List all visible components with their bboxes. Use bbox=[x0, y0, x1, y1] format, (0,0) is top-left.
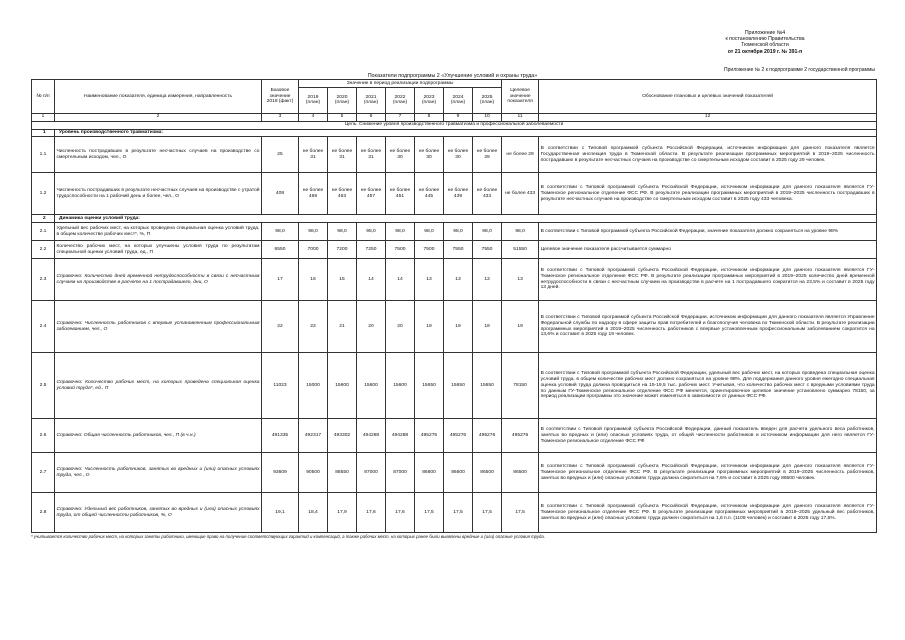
column-numbers-row bbox=[32, 113, 877, 121]
rationale-text: В соответствии с Типовой программой субъекта Российской Федерации, значение показателя должно сохраняться на уровне 98% bbox=[539, 223, 877, 241]
base-value: 22 bbox=[262, 301, 299, 353]
rationale-text: В соответствии с Типовой программой субъекта Российской Федерации, удельный вес рабочих мест, на которых проведена специальная оценка условий труда, в общем количестве рабочих мест должно сохраняться на уровне 98%. Для поддержания данного уровня ежегодно специальная оценка условий труда должна проводиться на 15-19,5 тыс. рабочих мест. Учитывая, что количество рабочих мест с вредными условиями труда по данным ГУ-Тюменское региональное отделение ФСС РФ меняется, ориентировочное целевое значение установлено суммарно 78150, за период реализации программы это значение может изменяться в зависимости от данных ФСС РФ. bbox=[539, 353, 877, 419]
value-2019: 98,0 bbox=[299, 223, 328, 241]
base-value: 93609 bbox=[262, 453, 299, 493]
table-title: Показатели подпрограммы 2 «Улучшение условий и охраны труда» bbox=[367, 73, 538, 79]
value-2023: 19 bbox=[415, 301, 444, 353]
section-number: 1 bbox=[32, 129, 55, 137]
goal-text: Цель. Снижение уровня производственного травматизма и профессиональной заболеваемости bbox=[32, 121, 877, 129]
indicator-name: Справочно: Численность работников, занятых во вредных и (или) опасных условиях труда, чел., О bbox=[55, 453, 262, 493]
value-2020: 88550 bbox=[328, 453, 357, 493]
value-2020: не более 463 bbox=[328, 173, 357, 215]
target-value: 17,5 bbox=[502, 493, 539, 533]
col-number: 3 bbox=[262, 113, 299, 121]
row-number: 2.1 bbox=[32, 223, 55, 241]
col-number: 9 bbox=[444, 113, 473, 121]
indicators-table bbox=[31, 79, 877, 533]
col-2020-header: 2020 (план) bbox=[328, 87, 357, 113]
value-2019: 15000 bbox=[299, 353, 328, 419]
footnote: * учитывается количество рабочих мест, на которых заняты работники, имеющие право на получение соответствующих гарантий и компенсаций, а также рабочих мест, на которых ранее были выявлены вредные и (или) опасные условия труда. bbox=[31, 534, 545, 539]
value-2024: 495276 bbox=[444, 419, 473, 453]
table-row bbox=[32, 453, 877, 493]
goal-row bbox=[32, 121, 877, 129]
header-line-4: от 21 октября 2019 г. № 391-п bbox=[727, 48, 803, 55]
target-value: 98,0 bbox=[502, 223, 539, 241]
value-2021: не более 31 bbox=[357, 137, 386, 173]
col-num-header: № п/п bbox=[32, 80, 55, 114]
value-2025: 98,0 bbox=[473, 223, 502, 241]
section-title: Уровень производственного травматизма: bbox=[55, 129, 877, 137]
col-base-header: Базовое значение 2018 (факт) bbox=[262, 80, 299, 114]
indicator-name: Справочно: Численность работников с впервые установленным профессиональным заболеванием, чел., О bbox=[55, 301, 262, 353]
row-number: 2.3 bbox=[32, 259, 55, 301]
value-2024: не более 439 bbox=[444, 173, 473, 215]
value-2022: не более 30 bbox=[386, 137, 415, 173]
col-2022-header: 2022 (план) bbox=[386, 87, 415, 113]
row-number: 2.2 bbox=[32, 241, 55, 259]
value-2019: не более 469 bbox=[299, 173, 328, 215]
indicator-name: Численность пострадавших в результате несчастных случаев на производстве со смертельным исходом, чел., О bbox=[55, 137, 262, 173]
table-row bbox=[32, 353, 877, 419]
col-2024-header: 2024 (план) bbox=[444, 87, 473, 113]
table-body bbox=[32, 121, 877, 532]
col-number: 4 bbox=[299, 113, 328, 121]
value-2025: 495276 bbox=[473, 419, 502, 453]
section-row bbox=[32, 129, 877, 137]
row-number: 2.6 bbox=[32, 419, 55, 453]
value-2022: 494288 bbox=[386, 419, 415, 453]
row-number: 2.8 bbox=[32, 493, 55, 533]
value-2019: 18,4 bbox=[299, 493, 328, 533]
rationale-text: В соответствии с Типовой программой субъекта Российской Федерации, источником информации для данного показателя является Государственная инспекция труда в Тюменской области. В результате реализации программных мероприятий в 2019–2025 численность пострадавших в результате несчастных случаев на производстве со смертельным исходом составит в 2025 году 29 человек. bbox=[539, 137, 877, 173]
rationale-text: В соответствии с Типовой программой субъекта Российской Федерации, источником информации для данного показателя является ГУ-Тюменское региональное отделение ФСС РФ. В результате реализации программных мероприятий в 2019–2025 количество дней временной нетрудоспособности в связи с несчастным случаем на производстве в расчете на 1 пострадавшего сократится на 23,5% и составит в 2025 году 13 дней. bbox=[539, 259, 877, 301]
value-2023: 7500 bbox=[415, 241, 444, 259]
value-2020: 21 bbox=[328, 301, 357, 353]
value-2021: 14 bbox=[357, 259, 386, 301]
value-2024: не более 30 bbox=[444, 137, 473, 173]
rationale-text: В соответствии с Типовой программой субъекта Российской Федерации, источником информации для данного показателя является Управление Федеральной службы по надзору в сфере защиты прав потребителей и благополучия человека по Тюменской области. В результате реализации программных мероприятий в 2019–2025 численность работников с впервые установленным профессиональным заболеванием сократится на 13,6% и составит в 2025 году 19 человек. bbox=[539, 301, 877, 353]
appendix-note: Приложение № 2 к подпрограмме 2 государственной программы bbox=[724, 67, 875, 73]
target-value: 78150 bbox=[502, 353, 539, 419]
table-row bbox=[32, 241, 877, 259]
value-2025: 7550 bbox=[473, 241, 502, 259]
base-value: 408 bbox=[262, 173, 299, 215]
value-2024: 7550 bbox=[444, 241, 473, 259]
value-2024: 98,0 bbox=[444, 223, 473, 241]
value-2024: 17,5 bbox=[444, 493, 473, 533]
value-2019: 492317 bbox=[299, 419, 328, 453]
target-value: 13 bbox=[502, 259, 539, 301]
col-number: 10 bbox=[473, 113, 502, 121]
base-value: 19,1 bbox=[262, 493, 299, 533]
value-2020: 98,0 bbox=[328, 223, 357, 241]
rationale-text: В соответствии с Типовой программой субъекта Российской Федерации, источником информации для данного показателя является ГУ-Тюменское региональное отделение ФСС РФ. В результате реализации программных мероприятий в 2019–2025 численность работников, занятых во вредных и (или) опасных условиях труда должна сократиться на 7,6% и составит в 2025 году 86500 человек. bbox=[539, 453, 877, 493]
base-value: 6550 bbox=[262, 241, 299, 259]
value-2020: 17,9 bbox=[328, 493, 357, 533]
base-value: 491335 bbox=[262, 419, 299, 453]
document-header bbox=[655, 30, 875, 55]
table-row bbox=[32, 301, 877, 353]
indicator-name: Справочно: Общая численность работников, чел., П (в ч.н.) bbox=[55, 419, 262, 453]
value-2023: не более 445 bbox=[415, 173, 444, 215]
value-2021: 7250 bbox=[357, 241, 386, 259]
value-2020: 15 bbox=[328, 259, 357, 301]
value-2023: 17,5 bbox=[415, 493, 444, 533]
target-value: 51550 bbox=[502, 241, 539, 259]
col-number: 12 bbox=[539, 113, 877, 121]
table-row bbox=[32, 419, 877, 453]
value-2025: 13 bbox=[473, 259, 502, 301]
value-2020: не более 31 bbox=[328, 137, 357, 173]
value-2022: 15600 bbox=[386, 353, 415, 419]
col-number: 5 bbox=[328, 113, 357, 121]
value-2020: 493302 bbox=[328, 419, 357, 453]
value-2024: 15650 bbox=[444, 353, 473, 419]
header-line-2: к постановлению Правительства bbox=[725, 36, 805, 43]
value-2020: 15600 bbox=[328, 353, 357, 419]
value-2025: 17,5 bbox=[473, 493, 502, 533]
value-2019: 7000 bbox=[299, 241, 328, 259]
col-period-header: Значение в период реализации подпрограммы bbox=[299, 80, 502, 88]
value-2021: 87000 bbox=[357, 453, 386, 493]
table-row bbox=[32, 493, 877, 533]
value-2020: 7200 bbox=[328, 241, 357, 259]
target-value: 19 bbox=[502, 301, 539, 353]
value-2023: не более 30 bbox=[415, 137, 444, 173]
col-number: 7 bbox=[386, 113, 415, 121]
section-title: Динамика оценки условий труда: bbox=[55, 215, 877, 223]
indicator-name: Справочно: Удельный вес работников, занятых во вредных и (или) опасных условиях труда, от общей численности работников, %, О bbox=[55, 493, 262, 533]
section-number: 2 bbox=[32, 215, 55, 223]
target-value: 495276 bbox=[502, 419, 539, 453]
col-target-header: Целевое значение показателя bbox=[502, 80, 539, 114]
section-row bbox=[32, 215, 877, 223]
col-rationale-header: Обоснование плановых и целевых значений показателей bbox=[539, 80, 877, 114]
value-2022: 7500 bbox=[386, 241, 415, 259]
value-2019: 16 bbox=[299, 259, 328, 301]
table-row bbox=[32, 223, 877, 241]
value-2019: 22 bbox=[299, 301, 328, 353]
table-row bbox=[32, 137, 877, 173]
header-line-1: Приложение №4 bbox=[744, 30, 786, 36]
row-number: 2.5 bbox=[32, 353, 55, 419]
indicator-name: Количество рабочих мест, на которых улучшены условия труда по результатам специальной оценки условий труда, ед., П bbox=[55, 241, 262, 259]
value-2025: 15650 bbox=[473, 353, 502, 419]
value-2024: 13 bbox=[444, 259, 473, 301]
value-2021: 98,0 bbox=[357, 223, 386, 241]
header-line-3: Тюменской области bbox=[741, 42, 789, 49]
target-value: не более 433 bbox=[502, 173, 539, 215]
col-2021-header: 2021 (план) bbox=[357, 87, 386, 113]
rationale-text: Целевое значение показателя рассчитывается суммарно bbox=[539, 241, 877, 259]
value-2021: 17,6 bbox=[357, 493, 386, 533]
value-2025: не более 433 bbox=[473, 173, 502, 215]
col-name-header: Наименование показателя, единица измерения, направленность bbox=[55, 80, 262, 114]
col-2019-header: 2019 (план) bbox=[299, 87, 328, 113]
col-number: 2 bbox=[55, 113, 262, 121]
base-value: 17 bbox=[262, 259, 299, 301]
row-number: 1.1 bbox=[32, 137, 55, 173]
row-number: 2.4 bbox=[32, 301, 55, 353]
target-value: 86500 bbox=[502, 453, 539, 493]
table-row bbox=[32, 173, 877, 215]
value-2023: 13 bbox=[415, 259, 444, 301]
value-2019: не более 31 bbox=[299, 137, 328, 173]
rationale-text: В соответствии с Типовой программой субъекта Российской Федерации, данный показатель введен для расчета удельного веса работников, занятых во вредных и (или) опасных условиях труда, от общей численности работников и источником информации для него является ГУ-Тюменское региональное отделение ФСС РФ bbox=[539, 419, 877, 453]
value-2023: 15650 bbox=[415, 353, 444, 419]
base-value: 11023 bbox=[262, 353, 299, 419]
base-value: 25 bbox=[262, 137, 299, 173]
col-2025-header: 2025 (план) bbox=[473, 87, 502, 113]
rationale-text: В соответствии с Типовой программой субъекта Российской Федерации, источником информации для данного показателя является ГУ-Тюменское региональное отделение ФСС РФ. В результате реализации программных мероприятий в 2019–2025 численность пострадавших в результате несчастных случаев на производстве со смертельным исходом составит в 2025 году 433 человека. bbox=[539, 173, 877, 215]
table-row bbox=[32, 259, 877, 301]
col-number: 11 bbox=[502, 113, 539, 121]
rationale-text: В соответствии с Типовой программой субъекта Российской Федерации, источником информации для данного показателя является ГУ-Тюменское региональное отделение ФСС РФ. В результате реализации программных мероприятий в 2019–2025 удельный вес работников, занятых во вредных и (или) опасных условиях труда должен сократиться на 1,6 п.п. (1109 человек) и составит в 2025 году 17,5%. bbox=[539, 493, 877, 533]
indicator-name: Численность пострадавших в результате несчастных случаев на производстве с утратой трудоспособности на 1 рабочий день и более, чел., О bbox=[55, 173, 262, 215]
value-2021: 15600 bbox=[357, 353, 386, 419]
value-2022: 98,0 bbox=[386, 223, 415, 241]
row-number: 1.2 bbox=[32, 173, 55, 215]
indicator-name: Справочно: Количество дней временной нетрудоспособности в связи с несчастным случаем на производстве в расчете на 1 пострадавшего, дни, О bbox=[55, 259, 262, 301]
col-number: 1 bbox=[32, 113, 55, 121]
base-value: 98,0 bbox=[262, 223, 299, 241]
value-2019: 90500 bbox=[299, 453, 328, 493]
value-2022: не более 451 bbox=[386, 173, 415, 215]
target-value: не более 29 bbox=[502, 137, 539, 173]
value-2022: 87000 bbox=[386, 453, 415, 493]
value-2021: 20 bbox=[357, 301, 386, 353]
value-2023: 495276 bbox=[415, 419, 444, 453]
indicator-name: Удельный вес рабочих мест, на которых проведена специальная оценка условий труда, в общем количестве рабочих мест*, %, П bbox=[55, 223, 262, 241]
value-2021: не более 457 bbox=[357, 173, 386, 215]
value-2023: 98,0 bbox=[415, 223, 444, 241]
table-head bbox=[32, 80, 877, 122]
value-2024: 86600 bbox=[444, 453, 473, 493]
value-2025: 86500 bbox=[473, 453, 502, 493]
value-2022: 20 bbox=[386, 301, 415, 353]
value-2024: 19 bbox=[444, 301, 473, 353]
value-2022: 17,6 bbox=[386, 493, 415, 533]
col-2023-header: 2023 (план) bbox=[415, 87, 444, 113]
value-2023: 86800 bbox=[415, 453, 444, 493]
col-number: 6 bbox=[357, 113, 386, 121]
value-2025: не более 29 bbox=[473, 137, 502, 173]
row-number: 2.7 bbox=[32, 453, 55, 493]
col-number: 8 bbox=[415, 113, 444, 121]
value-2021: 494288 bbox=[357, 419, 386, 453]
value-2025: 19 bbox=[473, 301, 502, 353]
indicator-name: Справочно: Количество рабочих мест, на которых проведена специальная оценка условий труда*, ед., П bbox=[55, 353, 262, 419]
value-2022: 14 bbox=[386, 259, 415, 301]
